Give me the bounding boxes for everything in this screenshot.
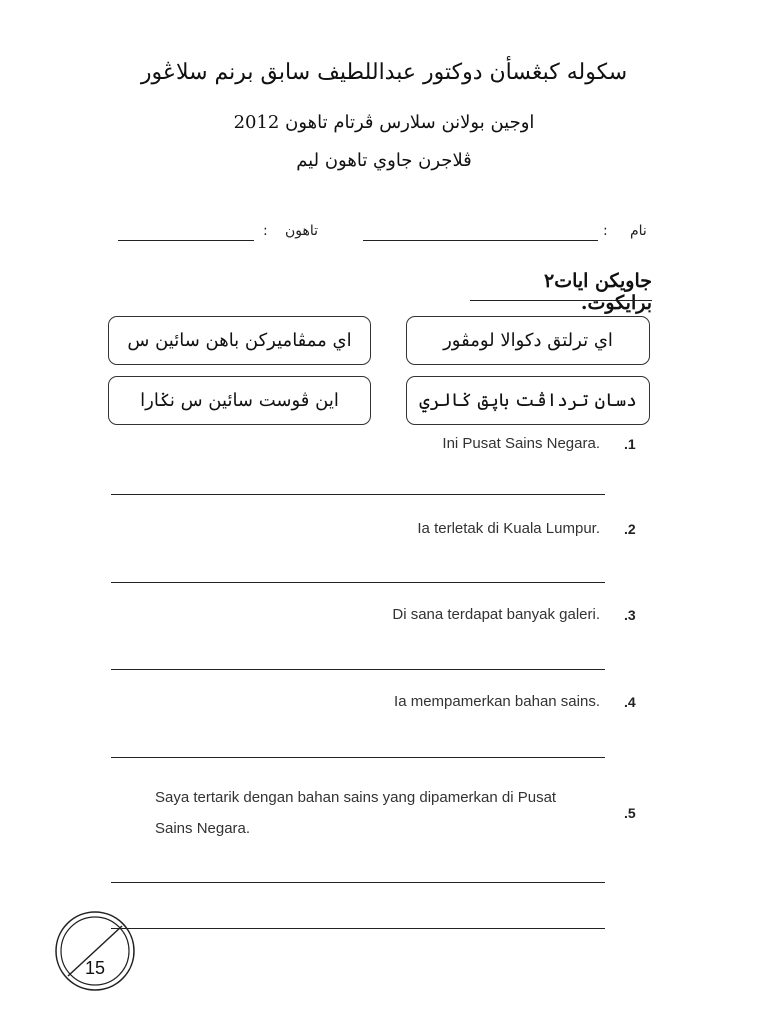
instruction-underline — [470, 300, 652, 301]
answer-line-2[interactable] — [111, 582, 605, 583]
slashed-circle-icon — [54, 910, 136, 992]
answer-line-1[interactable] — [111, 494, 605, 495]
question-1-number: .1 — [624, 436, 636, 452]
question-1-text: Ini Pusat Sains Negara. — [442, 435, 600, 452]
name-field-line[interactable] — [363, 240, 598, 241]
question-4-number: .4 — [624, 694, 636, 710]
answer-box-1: اي ترلتق دکوالا لومڤور — [406, 316, 650, 365]
school-name: سکوله کبڠسأن دوکتور عبداللطيف سابق برنم سلاڠور — [140, 60, 628, 85]
answer-line-5a[interactable] — [111, 882, 605, 883]
answer-line-3[interactable] — [111, 669, 605, 670]
question-5-text-line2: Sains Negara. — [155, 820, 251, 837]
name-label: نام — [630, 223, 647, 239]
question-5-number: .5 — [624, 805, 636, 821]
question-3-text: Di sana terdapat banyak galeri. — [392, 606, 600, 623]
answer-line-5b[interactable] — [111, 928, 605, 929]
instruction-text: جاويکن ايات٢ برايکوت. — [543, 270, 652, 314]
question-2-number: .2 — [624, 521, 636, 537]
year-field-line[interactable] — [118, 240, 254, 241]
answer-box-3: دسان ترداڤت باڽق ݢالري — [406, 376, 650, 425]
answer-box-2: اي ممڤاميرکن باهن سائين س — [108, 316, 371, 365]
exam-title: اوجين بولانن سلارس ڤرتام تاهون 2012 — [233, 112, 535, 133]
question-3-number: .3 — [624, 607, 636, 623]
question-5-text-line1: Saya tertarik dengan bahan sains yang dipamerkan di Pusat — [155, 789, 557, 806]
year-colon: : — [263, 223, 268, 239]
answer-line-4[interactable] — [111, 757, 605, 758]
question-4-text: Ia mempamerkan bahan sains. — [394, 693, 600, 710]
question-2-text: Ia terletak di Kuala Lumpur. — [417, 520, 600, 537]
subject-title: ڤلاجرن جاوي تاهون ليم — [296, 150, 472, 171]
name-colon: : — [603, 223, 608, 239]
answer-box-4: اين ڤوست سائين س نݢارا — [108, 376, 371, 425]
score-number: 15 — [84, 958, 106, 978]
year-label: تاهون — [285, 223, 319, 239]
